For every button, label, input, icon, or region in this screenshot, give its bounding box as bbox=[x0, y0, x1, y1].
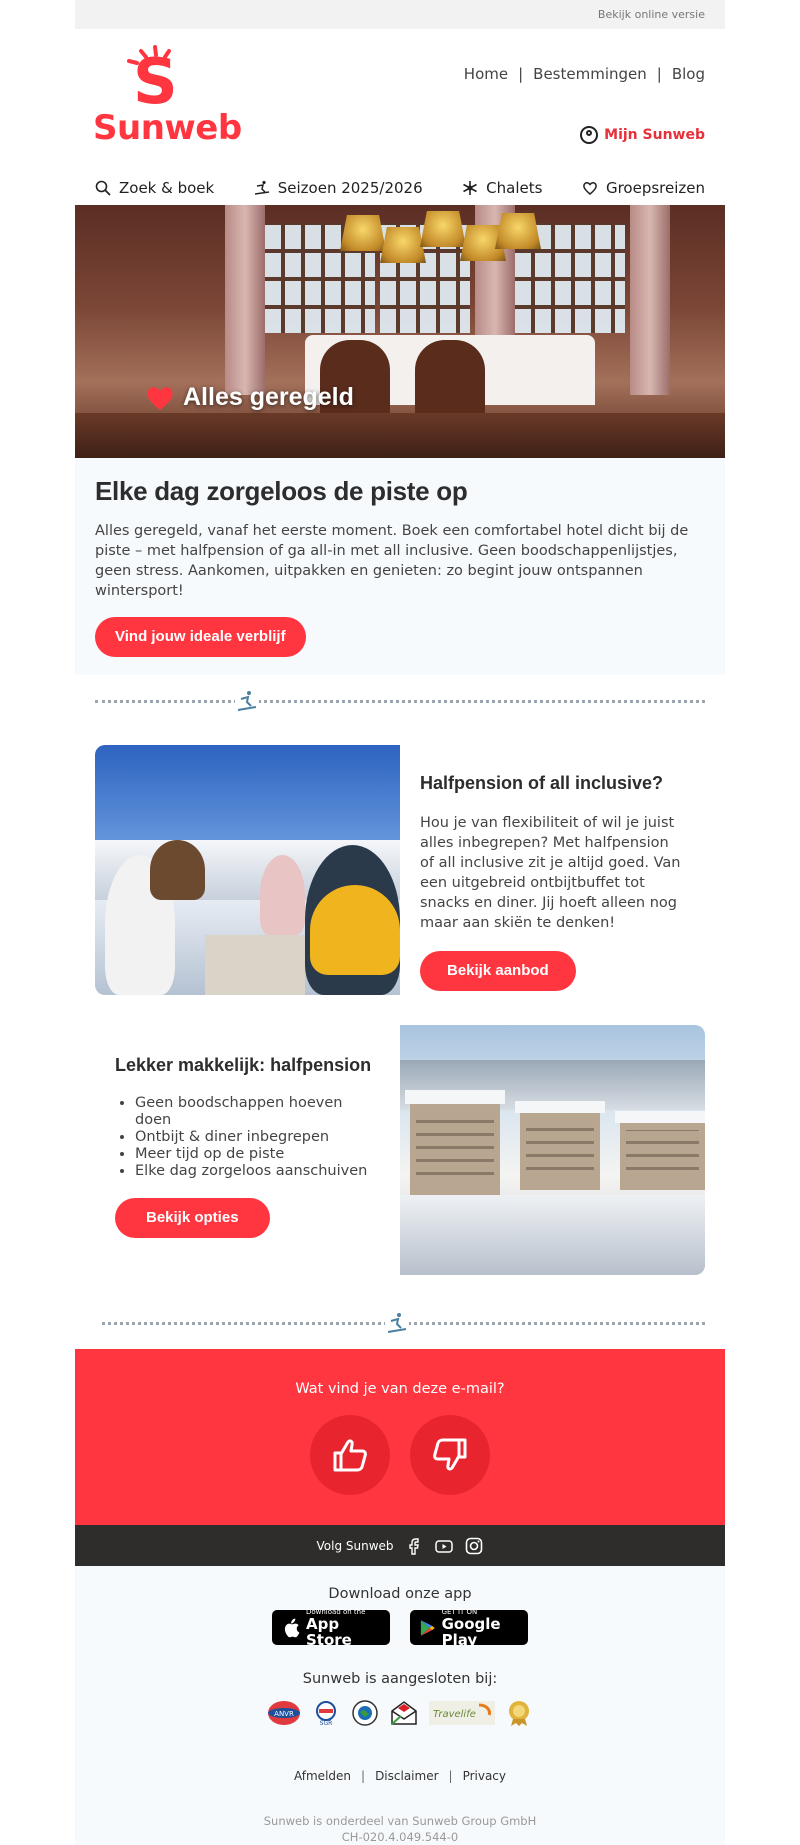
footer bbox=[75, 1566, 725, 1845]
hero-image[interactable] bbox=[75, 205, 725, 458]
hero-tagline bbox=[145, 383, 354, 412]
view-online-link[interactable]: Bekijk online versie bbox=[597, 8, 705, 21]
category-label: Chalets bbox=[486, 179, 543, 197]
membership-logos bbox=[75, 1699, 725, 1727]
feature2-title: Lekker makkelijk: halfpension bbox=[115, 1055, 372, 1075]
googleplay-big-text: Google Play bbox=[441, 1614, 501, 1649]
find-accommodation-button[interactable]: Vind jouw ideale verblijf bbox=[95, 617, 306, 657]
legal-line-1: Sunweb is onderdeel van Sunweb Group GmbH bbox=[263, 1814, 537, 1828]
feature2-text bbox=[95, 1025, 400, 1275]
mijn-sunweb-link[interactable] bbox=[580, 126, 705, 144]
legal-text bbox=[75, 1813, 725, 1845]
intro-title: Elke dag zorgeloos de piste op bbox=[95, 476, 468, 506]
skier-icon bbox=[235, 689, 259, 713]
category-groepsreizen[interactable] bbox=[582, 179, 705, 197]
mijn-sunweb-label: Mijn Sunweb bbox=[604, 127, 705, 143]
social-bar bbox=[75, 1525, 725, 1566]
category-bar bbox=[75, 171, 725, 205]
category-chalets[interactable] bbox=[462, 179, 542, 197]
travelife-logo[interactable] bbox=[429, 1699, 495, 1727]
topbar bbox=[75, 0, 725, 29]
facebook-icon[interactable] bbox=[404, 1536, 424, 1556]
sgr-logo[interactable] bbox=[311, 1699, 341, 1727]
snowy-hotel-photo[interactable] bbox=[400, 1025, 705, 1275]
sunweb-logo[interactable] bbox=[93, 45, 242, 155]
app-heading: Download onze app bbox=[328, 1586, 472, 1602]
feature1-title: Halfpension of all inclusive? bbox=[420, 773, 664, 793]
award-logo[interactable] bbox=[505, 1699, 533, 1727]
feedback-question: Wat vind je van deze e-mail? bbox=[295, 1381, 505, 1397]
header bbox=[75, 29, 725, 171]
user-icon bbox=[580, 126, 598, 144]
app-store-badges bbox=[75, 1607, 725, 1649]
feature-halfpension-allinclusive bbox=[95, 745, 705, 995]
appstore-small-text: Download on the bbox=[305, 1607, 366, 1616]
nav-bestemmingen[interactable]: Bestemmingen bbox=[533, 65, 647, 83]
disclaimer-link[interactable]: Disclaimer bbox=[375, 1769, 439, 1783]
list-item: • Meer tijd op de piste bbox=[135, 1146, 380, 1163]
logo-wordmark: Sunweb bbox=[93, 108, 242, 148]
link-separator: | bbox=[361, 1769, 366, 1783]
nav-separator: | bbox=[656, 65, 662, 83]
nav-separator: | bbox=[518, 65, 524, 83]
feedback-section bbox=[75, 1349, 725, 1525]
floor-decor bbox=[75, 413, 725, 458]
sgr-logo-text: SGR bbox=[319, 1720, 333, 1727]
category-label: Seizoen 2025/2026 bbox=[277, 179, 423, 197]
appstore-big-text: App Store bbox=[305, 1614, 352, 1649]
list-item: • Ontbijt & diner inbegrepen bbox=[135, 1129, 380, 1146]
snowflake-icon bbox=[462, 180, 478, 196]
anvr-logo-text: ANVR bbox=[274, 1710, 294, 1718]
travelife-logo-text: Travelife bbox=[433, 1709, 476, 1720]
list-item: • Elke dag zorgeloos aanschuiven bbox=[135, 1163, 380, 1180]
intro-section bbox=[75, 458, 725, 675]
anvr-logo[interactable] bbox=[267, 1699, 301, 1727]
skier-icon bbox=[385, 1311, 409, 1335]
googleplay-small-text: GET IT ON bbox=[441, 1607, 478, 1616]
heart-icon bbox=[145, 385, 175, 411]
list-item: • Geen boodschappen hoeven doen bbox=[135, 1095, 380, 1129]
curtain-decor bbox=[630, 205, 670, 395]
category-label: Zoek & boek bbox=[119, 179, 215, 197]
curtain-decor bbox=[225, 205, 265, 395]
email-container bbox=[75, 0, 725, 1845]
dotted-divider bbox=[75, 1297, 725, 1349]
skier-icon bbox=[254, 180, 270, 196]
view-offer-button[interactable]: Bekijk aanbod bbox=[420, 951, 576, 991]
calamiteitenfonds-logo[interactable] bbox=[351, 1699, 379, 1727]
unsubscribe-link[interactable]: Afmelden bbox=[293, 1769, 352, 1783]
skiers-eating-photo[interactable] bbox=[95, 745, 400, 995]
feedback-thumbs bbox=[75, 1415, 725, 1495]
hero-tagline-text: Alles geregeld bbox=[183, 383, 354, 411]
top-nav bbox=[464, 65, 705, 83]
nav-home[interactable]: Home bbox=[463, 65, 509, 83]
feature2-bullet-list bbox=[115, 1095, 380, 1180]
category-label: Groepsreizen bbox=[605, 179, 705, 197]
view-options-button[interactable]: Bekijk opties bbox=[115, 1198, 270, 1238]
thumbs-up-icon bbox=[329, 1434, 371, 1476]
apple-icon bbox=[282, 1618, 300, 1638]
feature1-body: Hou je van flexibiliteit of wil je juist alles inbegrepen? Met halfpension of all inclusive zit je altijd goed. Van een uitgebreid ontbijtbuffet tot snacks en diner. Jij hoeft alleen nog maar aan skiën te denken! bbox=[420, 815, 681, 931]
instagram-icon[interactable] bbox=[464, 1536, 484, 1556]
thumbs-down-button[interactable] bbox=[410, 1415, 490, 1495]
thumbs-up-button[interactable] bbox=[310, 1415, 390, 1495]
dotted-divider bbox=[75, 675, 725, 727]
legal-line-2: CH-020.4.049.544-0 bbox=[341, 1830, 459, 1844]
footer-links bbox=[75, 1769, 725, 1783]
google-play-badge[interactable] bbox=[410, 1607, 528, 1649]
search-icon bbox=[95, 180, 111, 196]
heart-icon bbox=[582, 180, 598, 196]
app-store-badge[interactable] bbox=[272, 1607, 390, 1649]
link-separator: | bbox=[448, 1769, 453, 1783]
chandelier-decor bbox=[340, 205, 540, 265]
geschillencommissie-logo[interactable] bbox=[389, 1699, 419, 1727]
intro-body: Alles geregeld, vanaf het eerste moment. Boek een comfortabel hotel dicht bij de piste – met halfpension of ga all-in met all inclusive. Geen boodschappenlijstjes, geen stress. Aankomen, uitpakken en genieten: zo begint jouw ontspannen wintersport! bbox=[95, 523, 689, 599]
feature-halfpension bbox=[95, 1025, 705, 1275]
feature1-text bbox=[400, 745, 705, 995]
social-label: Volg Sunweb bbox=[316, 1538, 394, 1553]
privacy-link[interactable]: Privacy bbox=[462, 1769, 507, 1783]
nav-blog[interactable]: Blog bbox=[671, 65, 705, 83]
youtube-icon[interactable] bbox=[434, 1536, 454, 1556]
logo-s-mark: S bbox=[133, 45, 178, 118]
thumbs-down-icon bbox=[429, 1434, 471, 1476]
membership-heading: Sunweb is aangesloten bij: bbox=[302, 1671, 498, 1687]
category-zoek-boek[interactable] bbox=[95, 179, 214, 197]
category-seizoen[interactable] bbox=[254, 179, 423, 197]
google-play-icon bbox=[420, 1618, 436, 1638]
